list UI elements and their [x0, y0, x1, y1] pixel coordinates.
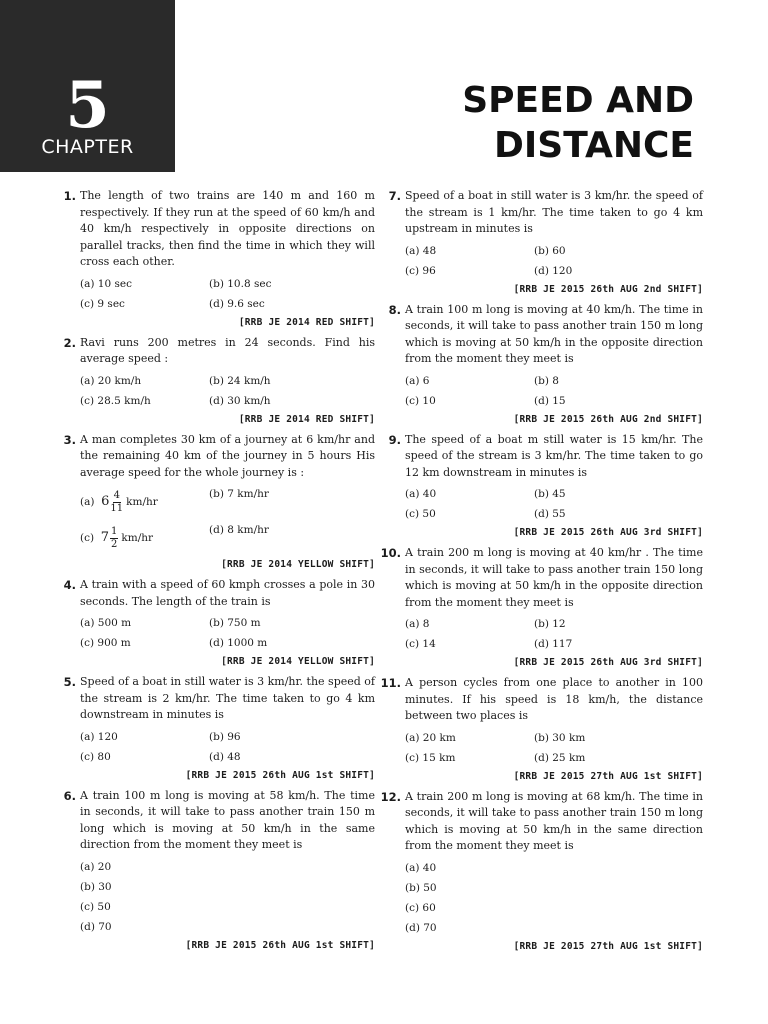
answer-option: (b) 30: [80, 880, 112, 893]
answer-option: (c) 60: [405, 901, 436, 914]
options-list: [405, 858, 703, 938]
question-block: [388, 188, 703, 297]
question-number: 2.: [63, 335, 76, 350]
answer-option: (a) 10 sec: [80, 277, 132, 290]
question-text: A train with a speed of 60 kmph crosses a pole in 30 seconds. The length of the train is: [80, 578, 375, 608]
answer-option: (a) 6: [405, 374, 430, 387]
fraction-numerator: 4: [113, 489, 120, 501]
fraction: [110, 490, 123, 515]
exam-source: [RRB JE 2014 YELLOW SHIFT]: [221, 559, 375, 570]
mixed-fraction: [101, 520, 122, 556]
answer-option: (c) 10: [405, 394, 436, 407]
answer-option: (b) 7 km/hr: [209, 488, 269, 500]
answer-option: (c) 9 sec: [80, 297, 125, 310]
question-text: The speed of a boat m still water is 15 km/hr. The speed of the stream is 3 km/hr. The time taken to go 12 km downstream in minutes is: [405, 432, 703, 479]
answer-option: (c) 96: [405, 264, 436, 277]
chapter-title-line-2: DISTANCE: [494, 125, 694, 166]
exam-source: [RRB JE 2015 26th AUG 1st SHIFT]: [185, 769, 375, 781]
exam-source: [RRB JE 2014 YELLOW SHIFT]: [221, 656, 375, 667]
answer-option: [80, 520, 205, 556]
options-list: [80, 371, 375, 411]
options-list: [80, 613, 375, 653]
question-block: [63, 188, 375, 330]
option-prefix: (c): [80, 532, 95, 544]
option-unit: km/hr: [121, 532, 154, 544]
chapter-label: CHAPTER: [41, 136, 134, 158]
question-block: [380, 545, 703, 670]
answer-option: (b) 750 m: [209, 617, 261, 629]
option-unit: km/hr: [126, 496, 158, 508]
question-text: A train 200 m long is moving at 40 km/hr . The time in seconds, it will take to pass another train 150 long which is moving at 50 km/h in the opposite direction from the moment they meet is: [405, 546, 703, 609]
exam-source: [RRB JE 2014 RED SHIFT]: [238, 316, 375, 328]
answer-option: (d) 15: [534, 394, 566, 407]
question-block: [388, 432, 703, 541]
question-number: 7.: [388, 189, 401, 203]
question-text: A train 100 m long is moving at 40 km/h. The time in seconds, it will take to pass another train 150 m long which is moving at 50 km/h in the opposite direction from the moment they meet is: [405, 302, 703, 365]
answer-option: (c) 14: [405, 638, 436, 650]
answer-option: (c) 80: [80, 750, 111, 763]
answer-option: [80, 484, 205, 520]
question-text: The length of two trains are 140 m and 160 m respectively. If they run at the speed of 60 km/h and 40 km/h respectively in opposite directions on parallel tracks, then find the time in which they will cross each other.: [80, 189, 375, 268]
mixed-fraction: [101, 484, 126, 520]
fraction-denominator: 2: [111, 538, 118, 550]
question-number: 1.: [63, 189, 76, 203]
answer-option: (d) 48: [209, 750, 241, 763]
answer-option: (a) 8: [405, 618, 430, 630]
answer-option: (a) 20 km/h: [80, 374, 142, 387]
exam-source: [RRB JE 2015 26th AUG 2nd SHIFT]: [513, 413, 703, 425]
fraction-denominator: 11: [110, 502, 124, 514]
question-block: [63, 788, 375, 953]
chapter-header: [0, 0, 768, 172]
question-block: [63, 432, 375, 573]
question-number: 9.: [388, 432, 401, 447]
fraction-whole: 7: [100, 530, 110, 545]
answer-option: (d) 120: [534, 264, 573, 277]
answer-option: (c) 50: [405, 508, 436, 520]
answer-option: (d) 8 km/hr: [209, 524, 269, 536]
question-text: A man completes 30 km of a journey at 6 km/hr and the remaining 40 km of the journey in 5 hours His average speed for the whole journey is :: [80, 432, 375, 479]
question-text: A person cycles from one place to another in 100 minutes. If his speed is 18 km/h, the distance between two places is: [405, 676, 703, 722]
answer-option: (d) 30 km/h: [209, 394, 271, 407]
options-list: [80, 484, 375, 556]
answer-option: (c) 15 km: [405, 751, 456, 764]
question-number: 10.: [380, 546, 401, 560]
question-number: 8.: [388, 302, 401, 317]
options-list: [405, 371, 703, 411]
question-block: [63, 674, 375, 783]
question-text: A train 200 m long is moving at 68 km/h. The time in seconds, it will take to pass another train 150 m long which is moving at 50 km/h in the same direction from the moment they meet is: [405, 789, 703, 852]
question-block: [388, 302, 703, 427]
answer-option: (b) 96: [209, 730, 241, 743]
answer-option: (b) 30 km: [534, 731, 586, 744]
answer-option: (b) 50: [405, 881, 437, 894]
fraction: [110, 526, 118, 551]
question-number: 3.: [63, 432, 76, 447]
exam-source: [RRB JE 2015 26th AUG 3rd SHIFT]: [513, 527, 703, 538]
options-list: [405, 614, 703, 654]
question-number: 5.: [63, 675, 76, 689]
question-number: 4.: [63, 578, 76, 592]
answer-option: (a) 20: [80, 860, 112, 873]
answer-option: (d) 55: [534, 508, 566, 520]
answer-option: (d) 25 km: [534, 751, 586, 764]
question-block: [63, 335, 375, 427]
question-text: A train 100 m long is moving at 58 km/h. The time in seconds, it will take to pass another train 150 m long which is moving at 50 km/h in the same direction from the moment they meet is: [80, 788, 375, 851]
answer-option: (b) 60: [534, 244, 566, 257]
options-list: [405, 484, 703, 524]
answer-option: (a) 40: [405, 488, 437, 500]
left-column: [63, 188, 375, 958]
exam-source: [RRB JE 2015 27th AUG 1st SHIFT]: [513, 770, 703, 782]
chapter-number: 5: [65, 68, 110, 143]
exam-source: [RRB JE 2014 RED SHIFT]: [238, 413, 375, 425]
answer-option: (b) 24 km/h: [209, 374, 271, 387]
answer-option: (d) 70: [405, 921, 437, 934]
answer-option: (d) 70: [80, 920, 112, 933]
question-number: 6.: [63, 788, 76, 803]
option-prefix: (a): [80, 496, 95, 508]
chapter-title-line-1: SPEED AND: [462, 80, 694, 121]
chapter-badge: [0, 0, 175, 172]
options-list: [405, 241, 703, 281]
exam-source: [RRB JE 2015 27th AUG 1st SHIFT]: [513, 940, 703, 952]
exam-source: [RRB JE 2015 26th AUG 3rd SHIFT]: [513, 657, 703, 668]
question-block: [380, 789, 703, 954]
fraction-whole: 6: [101, 494, 110, 509]
exam-source: [RRB JE 2015 26th AUG 1st SHIFT]: [185, 939, 375, 951]
answer-option: (c) 900 m: [80, 637, 131, 649]
question-text: Speed of a boat in still water is 3 km/hr. the speed of the stream is 1 km/hr. The time taken to go 4 km upstream in minutes is: [405, 189, 703, 235]
answer-option: (a) 20 km: [405, 731, 456, 744]
options-list: [405, 728, 703, 768]
question-block: [380, 675, 703, 784]
answer-option: (c) 28.5 km/h: [80, 394, 151, 407]
options-list: [80, 727, 375, 767]
question-text: Ravi runs 200 metres in 24 seconds. Find his average speed :: [80, 335, 375, 365]
exam-source: [RRB JE 2015 26th AUG 2nd SHIFT]: [513, 283, 703, 295]
answer-option: (b) 8: [534, 374, 559, 387]
answer-option: (c) 50: [80, 900, 111, 913]
answer-option: (d) 9.6 sec: [209, 297, 265, 310]
answer-option: (d) 117: [534, 638, 573, 650]
options-list: [80, 274, 375, 314]
question-number: 11.: [380, 676, 401, 690]
answer-option: (d) 1000 m: [209, 637, 268, 649]
answer-option: (a) 40: [405, 861, 437, 874]
question-block: [63, 577, 375, 669]
answer-option: (b) 12: [534, 618, 566, 630]
options-list: [80, 857, 375, 937]
answer-option: (b) 10.8 sec: [209, 277, 272, 290]
answer-option: (a) 500 m: [80, 617, 132, 629]
question-number: 12.: [380, 789, 401, 804]
answer-option: (a) 48: [405, 244, 437, 257]
fraction-numerator: 1: [111, 525, 118, 537]
answer-option: (b) 45: [534, 488, 566, 500]
question-text: Speed of a boat in still water is 3 km/hr. the speed of the stream is 2 km/hr. The time taken to go 4 km downstream in minutes is: [80, 675, 375, 721]
right-column: [380, 188, 703, 959]
answer-option: (a) 120: [80, 730, 118, 743]
